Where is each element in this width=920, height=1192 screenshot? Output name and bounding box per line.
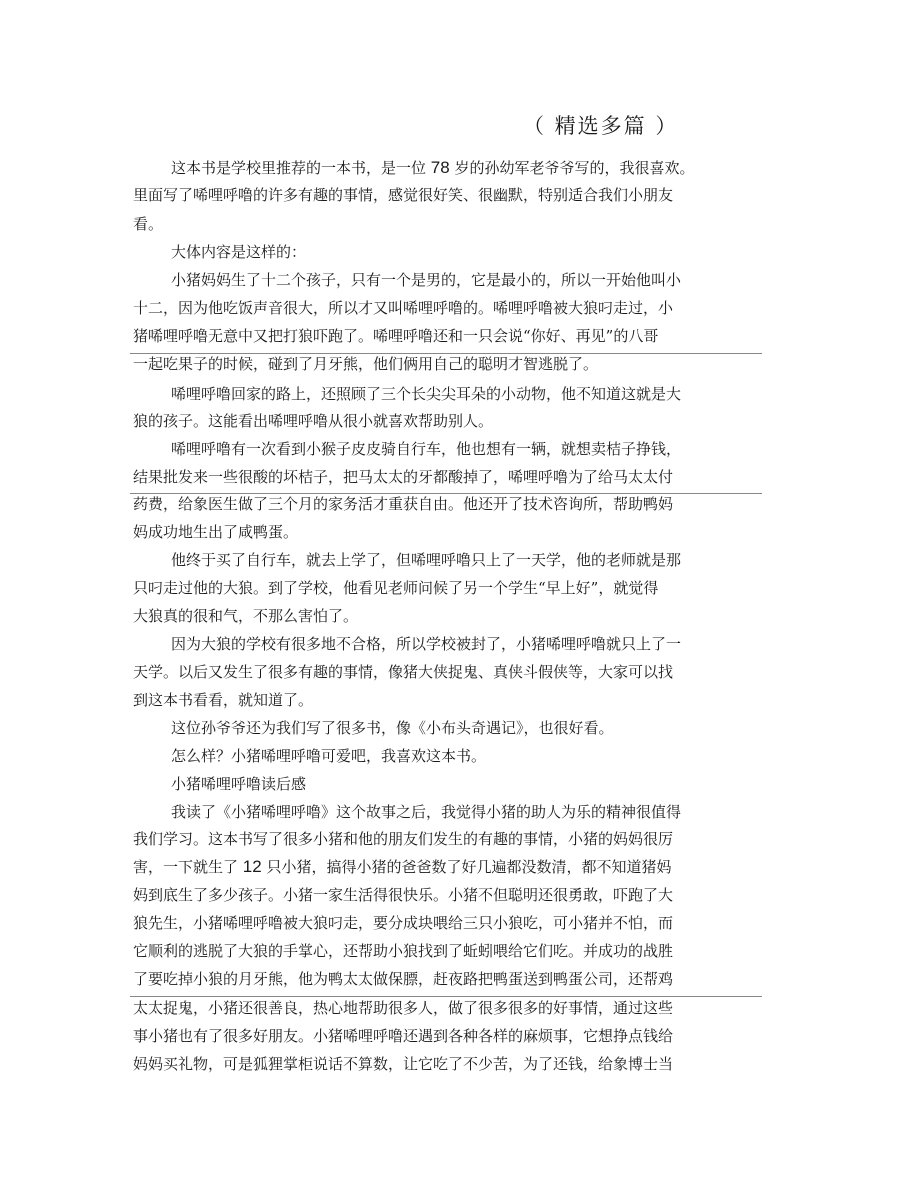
text-line: 十二，因为他吃饭声音很大，所以才又叫唏哩呼噜的。唏哩呼噜被大狼叼走过，小 (133, 299, 674, 317)
text-line: 这位孙爷爷还为我们写了很多书，像《小布头奇遇记》，也很好看。 (171, 719, 614, 737)
text-line: 一起吃果子的时候，碰到了月牙熊，他们俩用自己的聪明才智逃脱了。 (133, 355, 599, 373)
text-line: 狼先生，小猪唏哩呼噜被大狼叼走，要分成块喂给三只小狼吃，可小猪并不怕，而 (133, 914, 674, 932)
text-line: 怎么样？小猪唏哩呼噜可爱吧，我喜欢这本书。 (171, 747, 487, 765)
text-line: 看。 (133, 215, 164, 233)
text-line: 了要吃掉小狼的月牙熊，他为鸭太太做保膘，赶夜路把鸭蛋送到鸭蛋公司，还帮鸡 (133, 970, 674, 988)
text-line: 天学。以后又发生了很多有趣的事情，像猪大侠捉鬼、真侠斗假侠等，大家可以找 (133, 663, 674, 681)
text-line: 他终于买了自行车，就去上学了，但唏哩呼噜只上了一天学，他的老师就是那 (171, 551, 682, 569)
text-line: 我读了《小猪唏哩呼噜》这个故事之后，我觉得小猪的助人为乐的精神很值得 (171, 803, 682, 821)
text-line: 因为大狼的学校有很多地不合格，所以学校被封了，小猪唏哩呼噜就只上了一 (171, 635, 682, 653)
text-line: 狼的孩子。这能看出唏哩呼噜从很小就喜欢帮助别人。 (133, 412, 494, 430)
text-line: 害，一下就生了 12 只小猪，搞得小猪的爸爸数了好几遍都没数清，都不知道猪妈 (133, 857, 672, 876)
text-line: 结果批发来一些很酸的坏桔子，把马太太的牙都酸掉了，唏哩呼噜为了给马太太付 (133, 468, 674, 486)
text-line: 它顺利的逃脱了大狼的手掌心，还帮助小狼找到了蚯蚓喂给它们吃。并成功的战胜 (133, 942, 674, 960)
text-line: 妈到底生了多少孩子。小猪一家生活得很快乐。小猪不但聪明还很勇敢，吓跑了大 (133, 886, 674, 904)
text-line: 唏哩呼噜回家的路上，还照顾了三个长尖尖耳朵的小动物，他不知道这就是大 (171, 385, 682, 403)
text-line: 猪唏哩呼噜无意中又把打狼吓跑了。唏哩呼噜还和一只会说“你好、再见”的八哥 (133, 327, 659, 345)
text-line: 大体内容是这样的： (171, 243, 307, 261)
text-line: 太太捉鬼，小猪还很善良，热心地帮助很多人，做了很多很多的好事情，通过这些 (133, 999, 674, 1017)
page-title: （ 精选多篇 ） (523, 114, 679, 138)
text-line: 妈妈买礼物，可是狐狸掌柜说话不算数，让它吃了不少苦，为了还钱，给象博士当 (133, 1055, 674, 1073)
section-heading: 小猪唏哩呼噜读后感 (171, 775, 307, 793)
divider-line (130, 996, 762, 997)
text-line: 事小猪也有了很多好朋友。小猪唏哩呼噜还遇到各种各样的麻烦事，它想挣点钱给 (133, 1027, 674, 1045)
text-line: 妈成功地生出了咸鸭蛋。 (133, 523, 299, 541)
text-line: 里面写了唏哩呼噜的许多有趣的事情，感觉很好笑、很幽默，特别适合我们小朋友 (133, 186, 674, 204)
text-line: 药费，给象医生做了三个月的家务活才重获自由。他还开了技术咨询所，帮助鸭妈 (133, 495, 674, 513)
text-line: 大狼真的很和气，不那么害怕了。 (133, 607, 359, 625)
text-line: 这本书是学校里推荐的一本书，是一位 78 岁的孙幼军老爷爷写的，我很喜欢。 (171, 158, 695, 177)
text-line: 我们学习。这本书写了很多小猪和他的朋友们发生的有趣的事情，小猪的妈妈很厉 (133, 830, 674, 848)
text-line: 小猪妈妈生了十二个孩子，只有一个是男的，它是最小的，所以一开始他叫小 (171, 271, 682, 289)
text-line: 到这本书看看，就知道了。 (133, 691, 314, 709)
text-line: 唏哩呼噜有一次看到小猴子皮皮骑自行车，他也想有一辆，就想卖桔子挣钱， (171, 440, 682, 458)
text-line: 只叼走过他的大狼。到了学校，他看见老师问候了另一个学生“早上好”，就觉得 (133, 579, 659, 597)
